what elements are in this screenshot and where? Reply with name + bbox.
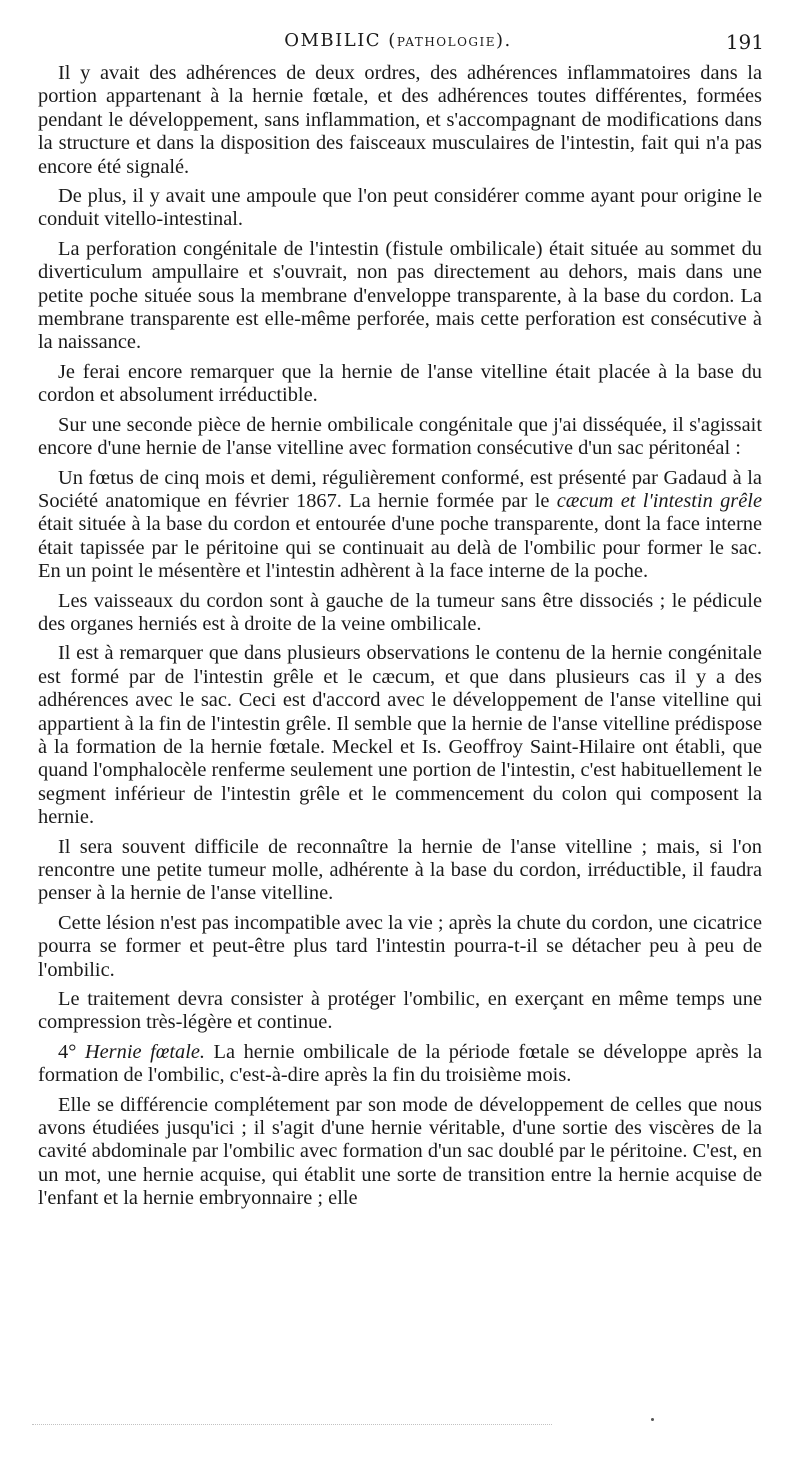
section-heading: Hernie fœtale.: [84, 1040, 206, 1063]
paragraph: Je ferai encore remarquer que la hernie de l'anse vitelline était placée à la base du cordon et absolument irréductible.: [38, 360, 762, 407]
section-text: La hernie ombilicale de la période fœtale se développe après la formation de l'ombilic, c'est-à-dire après la fin du troisième mois.: [38, 1040, 762, 1087]
paragraph: Il y avait des adhérences de deux ordres, des adhérences inflammatoires dans la portion appartenant à la hernie fœtale, et des adhérences toutes différentes, formées pendant le développement, sans inflammation, et s'accompagnant de modifications dans la structure et dans la disposition des faisceaux musculaires de l'intestin, fait qui n'a pas encore été signalé.: [38, 62, 762, 178]
running-title-main: OMBILIC (: [284, 30, 397, 51]
paragraph: Elle se différencie complétement par son mode de développement de celles que nous avons étudiées jusqu'ici ; il s'agit d'une hernie véritable, d'une sortie des viscères de la cavité abdominale par l'ombilic avec formation d'un sac doublé par le péritoine. C'est, en un mot, une hernie acquise, qui établit une sorte de transition entre la hernie acquise de l'enfant et la hernie embryonnaire ; elle: [38, 1093, 762, 1210]
paragraph: Il est à remarquer que dans plusieurs observations le contenu de la hernie congénitale est formé par de l'intestin grêle et le cæcum, et que dans plusieurs cas il y a des adhérences avec le sac. Ceci est d'accord avec le développement de l'anse vitelline qui appartient à la fin de l'intestin grêle. Il semble que la hernie de l'anse vitelline prédispose à la formation de la hernie fœtale. Meckel et Is. Geoffroy Saint-Hilaire ont établi, que quand l'omphalocèle renferme seulement une portion de l'intestin, c'est habituellement le segment inférieur de l'intestin grêle et le commencement du colon qui composent la hernie.: [38, 642, 762, 829]
ink-speck: [651, 1418, 654, 1421]
footer-smudge: [32, 1424, 552, 1425]
paragraph: Le traitement devra consister à protéger l'ombilic, en exerçant en même temps une compression très-légère et continue.: [38, 988, 762, 1034]
case-paragraph: [38, 467, 762, 584]
paragraph: Cette lésion n'est pas incompatible avec la vie ; après la chute du cordon, une cicatrice pourra se former et peut-être plus tard l'intestin pourra-t-il se détacher peu à peu de l'ombilic.: [38, 911, 762, 981]
paragraph: La perforation congénitale de l'intestin (fistule ombilicale) était située au sommet du diverticulum ampullaire et s'ouvrait, non pas directement au dehors, mais dans une petite poche située sous la membrane d'enveloppe transparente, à la base du cordon. La membrane transparente est elle-même perforée, mais cette perforation est consécutive à la naissance.: [38, 237, 762, 354]
paragraph: Sur une seconde pièce de hernie ombilicale congénitale que j'ai disséquée, il s'agissait encore d'une hernie de l'anse vitelline avec formation consécutive d'un sac péritonéal :: [38, 413, 762, 460]
body-text: [38, 62, 762, 1217]
paragraph: De plus, il y avait une ampoule que l'on peut considérer comme ayant pour origine le conduit vitello-intestinal.: [38, 185, 762, 231]
running-title-close: ).: [496, 30, 512, 51]
section-number: 4°: [58, 1040, 77, 1063]
running-title-subject: PATHOLOGIE: [396, 35, 497, 49]
paragraph: Les vaisseaux du cordon sont à gauche de la tumeur sans être dissociés ; le pédicule des organes herniés est à droite de la veine ombilicale.: [38, 589, 762, 635]
running-header: [32, 30, 764, 56]
case-italic-organs: cæcum et l'intestin grêle: [556, 489, 763, 512]
section-paragraph: [38, 1041, 762, 1088]
case-text-start: Un fœtus de cinq mois et demi, régulièrement conformé, est présenté par Gadaud à la Société anatomique en février 1867. La hernie formée par le: [38, 466, 762, 512]
page-number: 191: [725, 30, 764, 54]
running-title: [32, 30, 764, 51]
paragraph: Il sera souvent difficile de reconnaître la hernie de l'anse vitelline ; mais, si l'on rencontre une petite tumeur molle, adhérente à la base du cordon, irréductible, il faudra penser à la hernie de l'anse vitelline.: [38, 835, 762, 905]
case-text-end: était située à la base du cordon et entourée d'une poche transparente, dont la face interne était tapissée par le péritoine qui se continuait au delà de l'ombilic pour former le sac. En un point le mésentère et l'intestin adhèrent à la face interne de la poche.: [38, 513, 762, 583]
